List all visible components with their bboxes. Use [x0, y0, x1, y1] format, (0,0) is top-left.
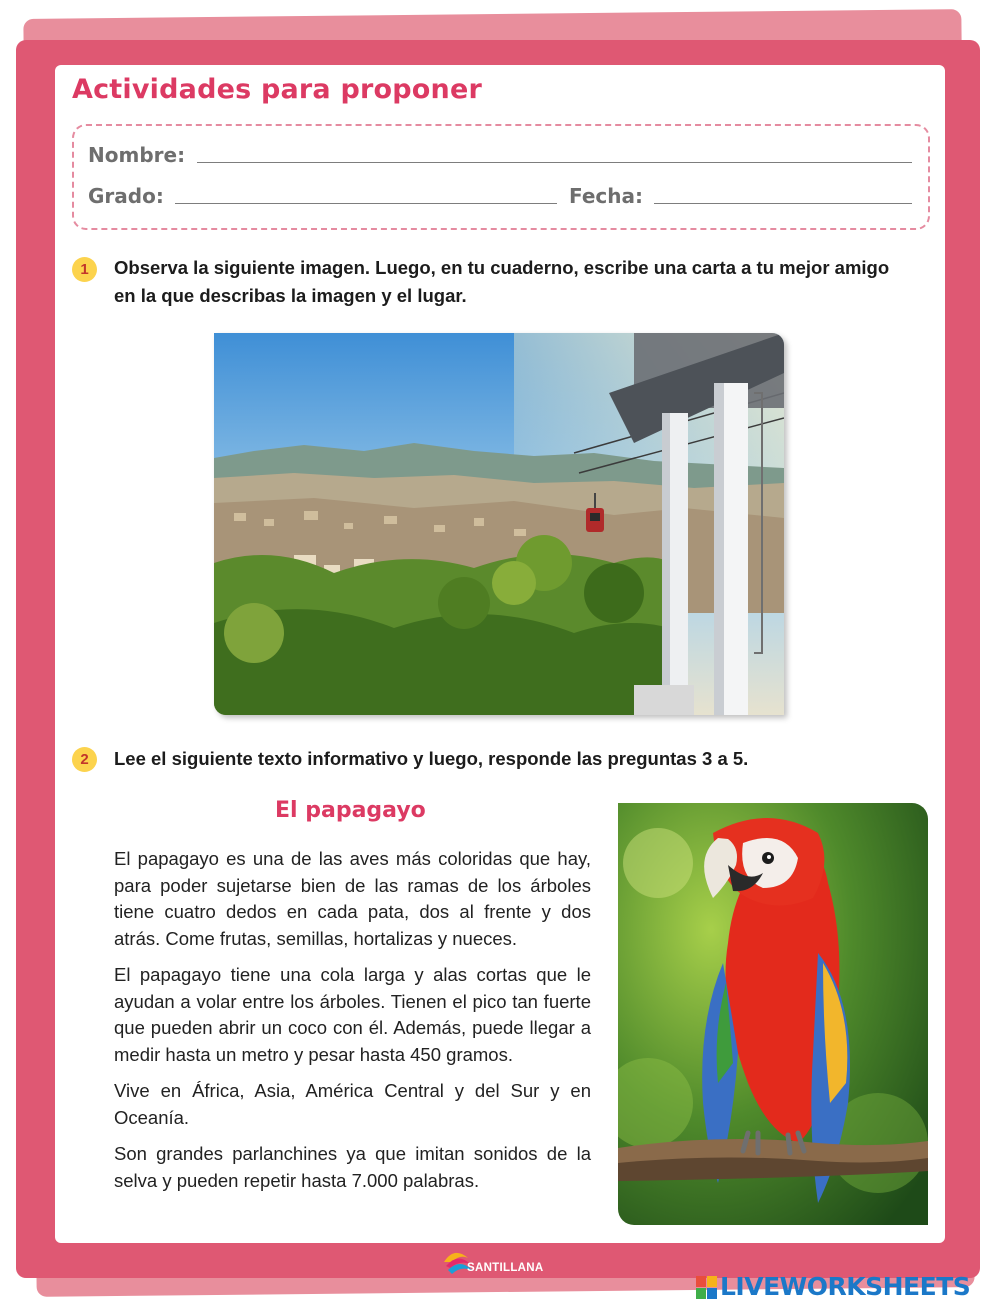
name-label: Nombre: — [88, 143, 186, 167]
question-2-number: 2 — [72, 747, 97, 772]
name-field[interactable] — [197, 162, 912, 163]
page-title: Actividades para proponer — [72, 74, 482, 105]
article-paragraph: Son grandes parlanchines ya que imitan sonidos de la selva y pueden repetir hasta 7.000 palabras. — [114, 1143, 591, 1191]
parrot-photo — [618, 803, 928, 1225]
grade-field[interactable] — [175, 203, 557, 204]
publisher-name: SANTILLANA — [467, 1262, 544, 1274]
article-paragraph: Vive en África, Asia, América Central y del Sur y en Oceanía. — [114, 1080, 591, 1128]
article-paragraph: El papagayo es una de las aves más coloridas que hay, para poder sujetarse bien de las ramas de los árboles tiene cuatro dedos en cada pata, dos al frente y dos atrás. Come frutas, semillas, hortalizas y nueces. — [114, 848, 591, 949]
city-cable-car-photo — [214, 333, 784, 715]
date-label: Fecha: — [569, 184, 644, 208]
article-paragraph: El papagayo tiene una cola larga y alas cortas que le ayudan a volar entre los árboles. Tienen el pico tan fuerte que pueden abrir un coco con él. Además, puede llegar a medir hasta un metro y pesar hasta 450 gramos. — [114, 964, 591, 1065]
question-2-text: Lee el siguiente texto informativo y luego, responde las preguntas 3 a 5. — [114, 748, 749, 769]
article-body — [114, 846, 591, 1204]
question-1-number: 1 — [72, 257, 97, 282]
question-1-text: Observa la siguiente imagen. Luego, en tu cuaderno, escribe una carta a tu mejor amigo en la que describas la imagen y el lugar. — [114, 257, 890, 306]
grade-label: Grado: — [88, 184, 164, 208]
article-title: El papagayo — [275, 798, 426, 823]
student-info-box — [72, 124, 930, 230]
liveworksheets-watermark: LIVEWORKSHEETS — [720, 1272, 971, 1301]
date-field[interactable] — [654, 203, 912, 204]
liveworksheets-badge-icon — [696, 1276, 718, 1300]
